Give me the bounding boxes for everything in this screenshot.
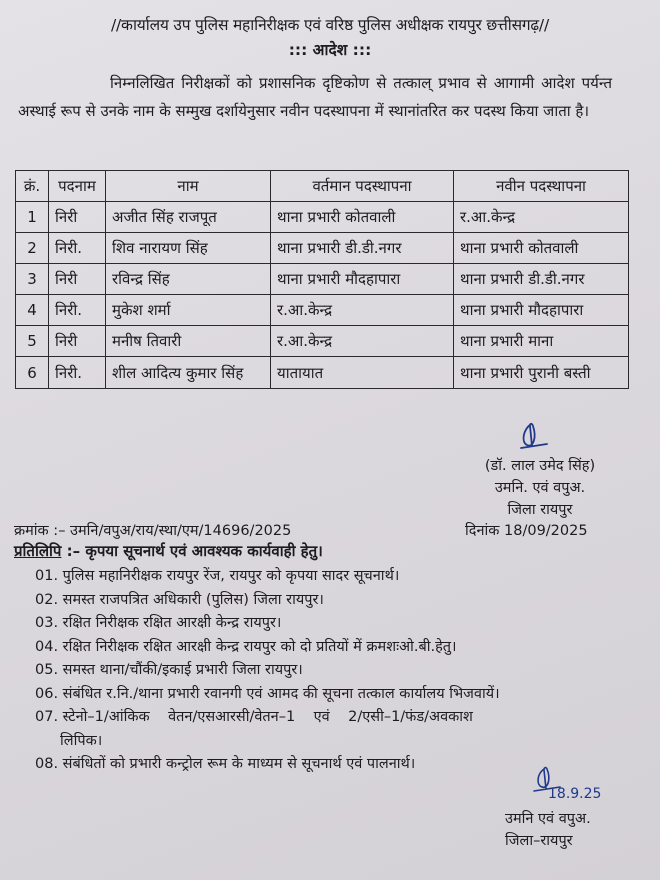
list-item (35, 706, 615, 753)
col-name: नाम (106, 171, 271, 202)
reference-number: क्रमांक :– उमनि/वपुअ/राय/स्था/एम/14696/2025 (14, 523, 292, 539)
reference-date: दिनांक 18/09/2025 (465, 523, 588, 539)
copy-label: प्रतिलिपि (14, 542, 62, 560)
table-row (16, 264, 629, 295)
list-item: 01. पुलिस महानिरीक्षक रायपुर रेंज, रायपुर को कृपया सादर सूचनार्थ। (35, 568, 400, 584)
footer-district: जिला–रायपुर (505, 833, 573, 849)
list-item: 03. रक्षित निरीक्षक रक्षित आरक्षी केन्द्र रायपुर। (35, 615, 282, 631)
cell-serial: 5 (16, 326, 49, 357)
cell-designation: निरी. (49, 295, 106, 326)
table-row (16, 326, 629, 357)
cell-new-posting: थाना प्रभारी कोतवाली (454, 233, 629, 264)
col-new-posting: नवीन पदस्थापना (454, 171, 629, 202)
cell-current-posting: र.आ.केन्द्र (271, 326, 454, 357)
cell-name: अजीत सिंह राजपूत (106, 202, 271, 233)
cell-serial: 2 (16, 233, 49, 264)
copy-text: :– कृपया सूचनार्थ एवं आवश्यक कार्यवाही हेतु। (66, 542, 323, 560)
cell-name: शील आदित्य कुमार सिंह (106, 357, 271, 389)
cell-designation: निरी (49, 202, 106, 233)
svg-text:18.9.25: 18.9.25 (548, 786, 602, 802)
signatory-block (450, 425, 630, 521)
cell-current-posting: थाना प्रभारी मौदहापारा (271, 264, 454, 295)
footer-signatory-block (505, 808, 591, 852)
copy-heading (14, 541, 323, 561)
cell-name: रविन्द्र सिंह (106, 264, 271, 295)
cell-serial: 4 (16, 295, 49, 326)
cell-name: मुकेश शर्मा (106, 295, 271, 326)
cell-new-posting: थाना प्रभारी मौदहापारा (454, 295, 629, 326)
cell-new-posting: थाना प्रभारी डी.डी.नगर (454, 264, 629, 295)
list-item-text: 07. स्टेनो–1/आंकिक वेतन/एसआरसी/वेतन–1 एवं 2/एसी–1/फंड/अवकाश (35, 709, 473, 725)
cell-name: मनीष तिवारी (106, 326, 271, 357)
table-row (16, 295, 629, 326)
office-title: //कार्यालय उप पुलिस महानिरीक्षक एवं वरिष्ठ पुलिस अधीक्षक रायपुर छत्तीसगढ़// (111, 16, 549, 34)
signatory-district: जिला रायपुर (507, 502, 573, 518)
col-designation: पदनाम (49, 171, 106, 202)
cell-serial: 3 (16, 264, 49, 295)
transfer-table (15, 170, 629, 389)
cell-designation: निरी (49, 264, 106, 295)
table-row (16, 357, 629, 389)
copy-distribution-list (35, 565, 615, 777)
signatory-name: (डॉ. लाल उमेद सिंह) (484, 458, 596, 474)
table-header-row (16, 171, 629, 202)
list-item: 04. रक्षित निरीक्षक रक्षित आरक्षी केन्द्र रायपुर को दो प्रतियों में क्रमशःओ.बी.हेतु। (35, 638, 457, 655)
signatory-designation: उमनि. एवं वपुअ. (494, 480, 586, 496)
list-item: 08. संबंधितों को प्रभारी कन्ट्रोल रूम के माध्यम से सूचनार्थ एवं पालनार्थ। (35, 756, 416, 772)
order-heading: ::: आदेश ::: (288, 41, 372, 59)
cell-designation: निरी (49, 326, 106, 357)
cell-serial: 6 (16, 357, 49, 389)
list-item: 02. समस्त राजपत्रित अधिकारी (पुलिस) जिला रायपुर। (35, 591, 324, 608)
cell-name: शिव नारायण सिंह (106, 233, 271, 264)
cell-designation: निरी. (49, 233, 106, 264)
col-serial: क्रं. (16, 171, 49, 202)
cell-current-posting: थाना प्रभारी डी.डी.नगर (271, 233, 454, 264)
cell-new-posting: थाना प्रभारी माना (454, 326, 629, 357)
list-item-wrap: लिपिक। (60, 732, 103, 749)
list-item: 06. संबंधित र.नि./थाना प्रभारी रवानगी एवं आमद की सूचना तत्काल कार्यालय भिजवायें। (35, 685, 500, 702)
footer-designation: उमनि एवं वपुअ. (505, 811, 591, 827)
cell-new-posting: थाना प्रभारी पुरानी बस्ती (454, 357, 629, 389)
cell-current-posting: यातायात (271, 357, 454, 389)
list-item: 05. समस्त थाना/चौंकी/इकाई प्रभारी जिला रायपुर। (35, 662, 303, 678)
col-current-posting: वर्तमान पदस्थापना (271, 171, 454, 202)
cell-serial: 1 (16, 202, 49, 233)
cell-designation: निरी. (49, 357, 106, 389)
order-intro-paragraph: निम्नलिखित निरीक्षकों को प्रशासनिक दृष्टिकोण से तत्काल् प्रभाव से आगामी आदेश पर्यन्त अस्थाई रूप से उनके नाम के सम्मुख दर्शायेनुसार नवीन पदस्थापना में स्थानांतरित कर पदस्थ किया जाता है। (18, 74, 612, 120)
table-row (16, 233, 629, 264)
signature-with-date-icon (530, 765, 610, 805)
cell-new-posting: र.आ.केन्द्र (454, 202, 629, 233)
cell-current-posting: र.आ.केन्द्र (271, 295, 454, 326)
table-row (16, 202, 629, 233)
cell-current-posting: थाना प्रभारी कोतवाली (271, 202, 454, 233)
